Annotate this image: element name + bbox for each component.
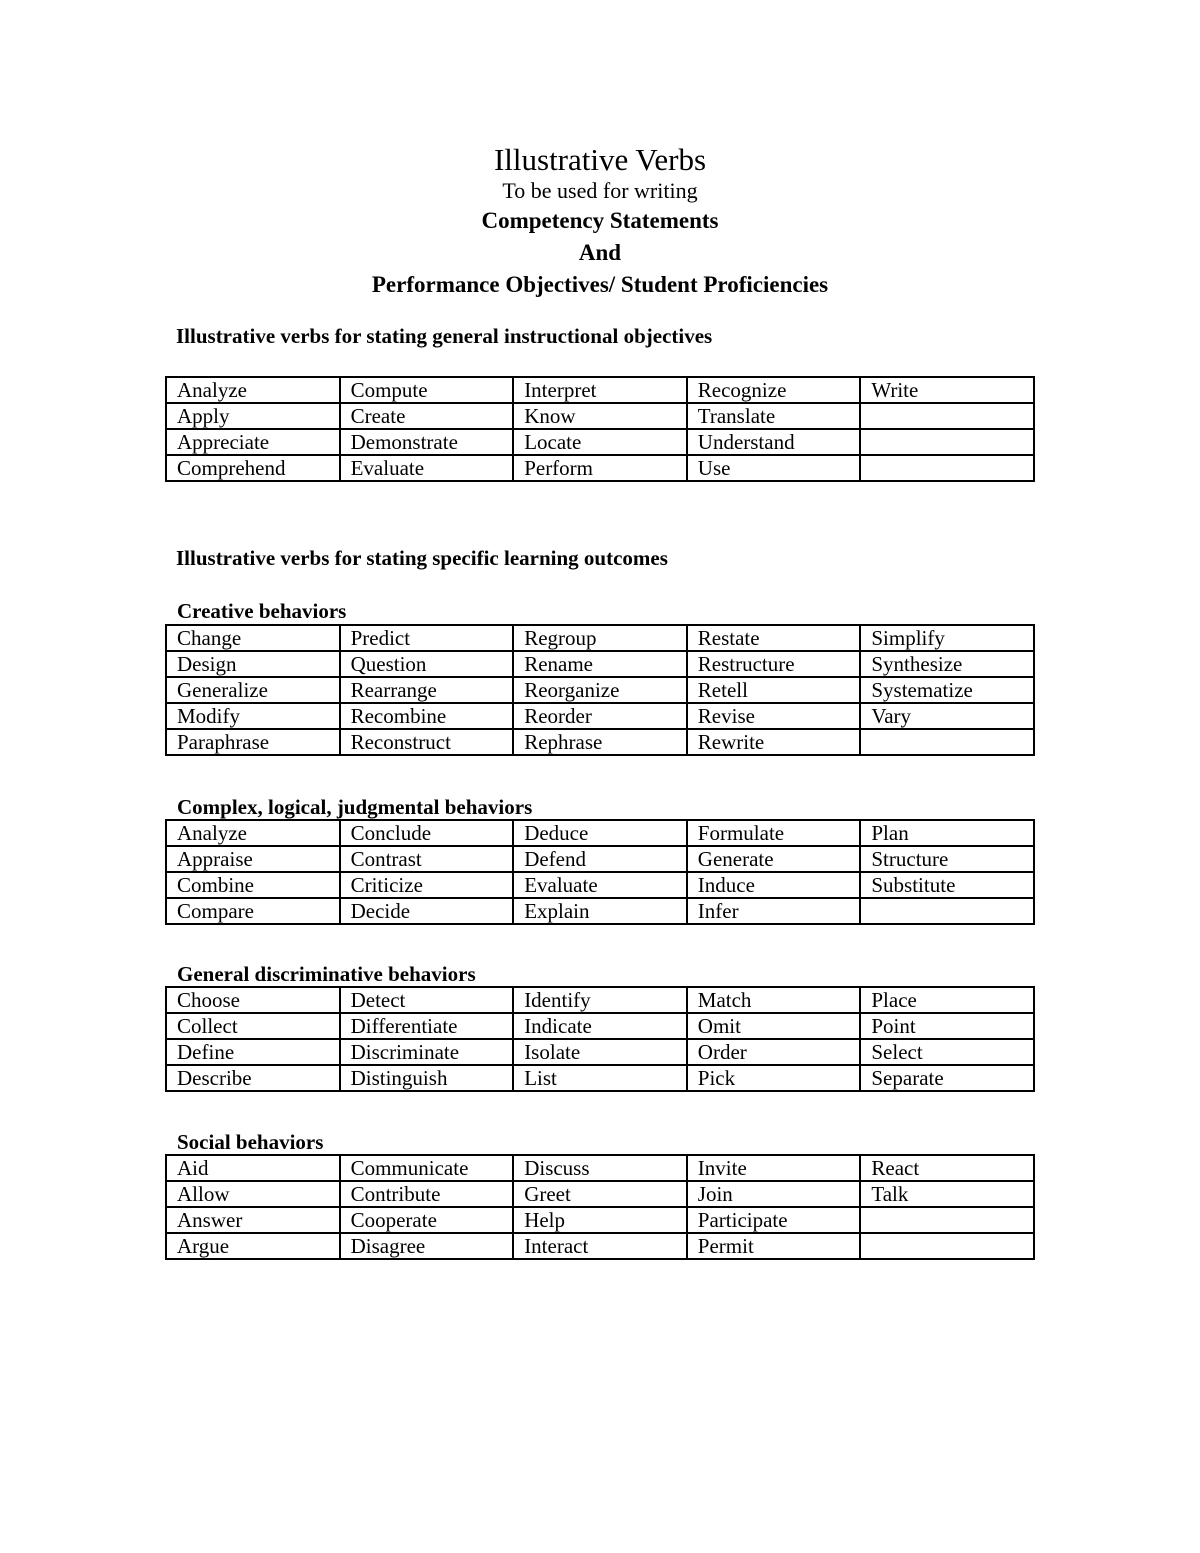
verb-cell: Separate	[860, 1065, 1034, 1091]
verb-cell	[860, 403, 1034, 429]
verb-cell: Interact	[513, 1233, 687, 1259]
verb-cell: Plan	[860, 820, 1034, 846]
verb-cell: Reorganize	[513, 677, 687, 703]
table-row	[166, 1065, 1034, 1091]
verb-cell: Permit	[687, 1233, 861, 1259]
verb-cell: Compute	[340, 377, 514, 403]
verb-cell: Choose	[166, 987, 340, 1013]
verb-cell: Use	[687, 455, 861, 481]
verb-cell: Participate	[687, 1207, 861, 1233]
verb-cell: Formulate	[687, 820, 861, 846]
discriminative-behaviors-table	[165, 986, 1035, 1092]
verb-cell: Know	[513, 403, 687, 429]
verb-cell: Match	[687, 987, 861, 1013]
verb-cell: Change	[166, 625, 340, 651]
verb-cell	[860, 429, 1034, 455]
verb-cell: Communicate	[340, 1155, 514, 1181]
verb-cell: React	[860, 1155, 1034, 1181]
verb-cell: Differentiate	[340, 1013, 514, 1039]
table-row	[166, 651, 1034, 677]
verb-cell: Modify	[166, 703, 340, 729]
discriminative-behaviors-heading: General discriminative behaviors	[177, 962, 476, 986]
verb-cell: Deduce	[513, 820, 687, 846]
verb-cell: Appreciate	[166, 429, 340, 455]
verb-cell: Restate	[687, 625, 861, 651]
table-row	[166, 625, 1034, 651]
verb-cell: Vary	[860, 703, 1034, 729]
table-row	[166, 429, 1034, 455]
verb-cell: Talk	[860, 1181, 1034, 1207]
verb-cell: Demonstrate	[340, 429, 514, 455]
verb-cell: Cooperate	[340, 1207, 514, 1233]
table-row	[166, 987, 1034, 1013]
table-row	[166, 1039, 1034, 1065]
verb-cell	[860, 1207, 1034, 1233]
table-row	[166, 1013, 1034, 1039]
verb-cell: Contribute	[340, 1181, 514, 1207]
table-row	[166, 729, 1034, 755]
verb-cell: Recognize	[687, 377, 861, 403]
verb-cell: Comprehend	[166, 455, 340, 481]
verb-cell: Generate	[687, 846, 861, 872]
table-row	[166, 377, 1034, 403]
verb-cell: Distinguish	[340, 1065, 514, 1091]
verb-cell: Evaluate	[340, 455, 514, 481]
verb-cell: Decide	[340, 898, 514, 924]
verb-cell: Indicate	[513, 1013, 687, 1039]
verb-cell: Contrast	[340, 846, 514, 872]
table-row	[166, 846, 1034, 872]
verb-cell: Induce	[687, 872, 861, 898]
table-row	[166, 872, 1034, 898]
verb-cell: Systematize	[860, 677, 1034, 703]
verb-cell: Disagree	[340, 1233, 514, 1259]
verb-cell: Paraphrase	[166, 729, 340, 755]
table-row	[166, 703, 1034, 729]
verb-cell: Omit	[687, 1013, 861, 1039]
general-objectives-table	[165, 376, 1035, 482]
verb-cell: Synthesize	[860, 651, 1034, 677]
verb-cell: Rename	[513, 651, 687, 677]
verb-cell	[860, 898, 1034, 924]
verb-cell: Select	[860, 1039, 1034, 1065]
verb-cell: Appraise	[166, 846, 340, 872]
table-row	[166, 455, 1034, 481]
verb-cell: Answer	[166, 1207, 340, 1233]
verb-cell: Evaluate	[513, 872, 687, 898]
verb-cell: Discriminate	[340, 1039, 514, 1065]
verb-cell: Structure	[860, 846, 1034, 872]
verb-cell: Aid	[166, 1155, 340, 1181]
verb-cell: Criticize	[340, 872, 514, 898]
table-row	[166, 1233, 1034, 1259]
verb-cell: Greet	[513, 1181, 687, 1207]
verb-cell: Compare	[166, 898, 340, 924]
complex-behaviors-heading: Complex, logical, judgmental behaviors	[177, 795, 533, 819]
table-row	[166, 898, 1034, 924]
verb-cell: Invite	[687, 1155, 861, 1181]
verb-cell: Rearrange	[340, 677, 514, 703]
verb-cell: Collect	[166, 1013, 340, 1039]
verb-cell: Identify	[513, 987, 687, 1013]
verb-cell: Allow	[166, 1181, 340, 1207]
verb-cell: List	[513, 1065, 687, 1091]
verb-cell: Regroup	[513, 625, 687, 651]
social-behaviors-table	[165, 1154, 1035, 1260]
verb-cell: Analyze	[166, 820, 340, 846]
verb-cell: Retell	[687, 677, 861, 703]
verb-cell: Rewrite	[687, 729, 861, 755]
verb-cell: Explain	[513, 898, 687, 924]
specific-outcomes-heading: Illustrative verbs for stating specific learning outcomes	[176, 546, 668, 570]
verb-cell	[860, 1233, 1034, 1259]
verb-cell: Argue	[166, 1233, 340, 1259]
verb-cell: Isolate	[513, 1039, 687, 1065]
heading-line-2: And	[578, 240, 622, 265]
verb-cell: Order	[687, 1039, 861, 1065]
document-subtitle: To be used for writing	[502, 178, 698, 203]
verb-cell: Question	[340, 651, 514, 677]
verb-cell: Describe	[166, 1065, 340, 1091]
heading-line-3: Performance Objectives/ Student Proficiencies	[371, 272, 829, 297]
verb-cell: Detect	[340, 987, 514, 1013]
verb-cell: Defend	[513, 846, 687, 872]
verb-cell: Join	[687, 1181, 861, 1207]
verb-cell: Define	[166, 1039, 340, 1065]
verb-cell: Create	[340, 403, 514, 429]
table-row	[166, 1155, 1034, 1181]
table-row	[166, 677, 1034, 703]
verb-cell: Revise	[687, 703, 861, 729]
creative-behaviors-heading: Creative behaviors	[177, 599, 347, 623]
verb-cell: Perform	[513, 455, 687, 481]
verb-cell: Write	[860, 377, 1034, 403]
verb-cell: Understand	[687, 429, 861, 455]
verb-cell: Analyze	[166, 377, 340, 403]
verb-cell: Reorder	[513, 703, 687, 729]
complex-behaviors-table	[165, 819, 1035, 925]
table-row	[166, 403, 1034, 429]
verb-cell: Conclude	[340, 820, 514, 846]
document-title: Illustrative Verbs	[493, 142, 707, 177]
verb-cell: Design	[166, 651, 340, 677]
verb-cell: Predict	[340, 625, 514, 651]
verb-cell: Point	[860, 1013, 1034, 1039]
general-objectives-heading: Illustrative verbs for stating general instructional objectives	[176, 324, 713, 348]
verb-cell: Translate	[687, 403, 861, 429]
verb-cell: Place	[860, 987, 1034, 1013]
table-row	[166, 820, 1034, 846]
table-row	[166, 1207, 1034, 1233]
verb-cell: Apply	[166, 403, 340, 429]
verb-cell: Pick	[687, 1065, 861, 1091]
verb-cell: Combine	[166, 872, 340, 898]
verb-cell: Discuss	[513, 1155, 687, 1181]
verb-cell: Infer	[687, 898, 861, 924]
verb-cell: Restructure	[687, 651, 861, 677]
table-row	[166, 1181, 1034, 1207]
verb-cell: Help	[513, 1207, 687, 1233]
verb-cell	[860, 729, 1034, 755]
creative-behaviors-table	[165, 624, 1035, 756]
verb-cell: Locate	[513, 429, 687, 455]
heading-line-1: Competency Statements	[481, 208, 719, 233]
verb-cell: Interpret	[513, 377, 687, 403]
verb-cell: Generalize	[166, 677, 340, 703]
social-behaviors-heading: Social behaviors	[177, 1130, 324, 1154]
verb-cell: Substitute	[860, 872, 1034, 898]
verb-cell: Simplify	[860, 625, 1034, 651]
verb-cell	[860, 455, 1034, 481]
verb-cell: Recombine	[340, 703, 514, 729]
verb-cell: Reconstruct	[340, 729, 514, 755]
verb-cell: Rephrase	[513, 729, 687, 755]
